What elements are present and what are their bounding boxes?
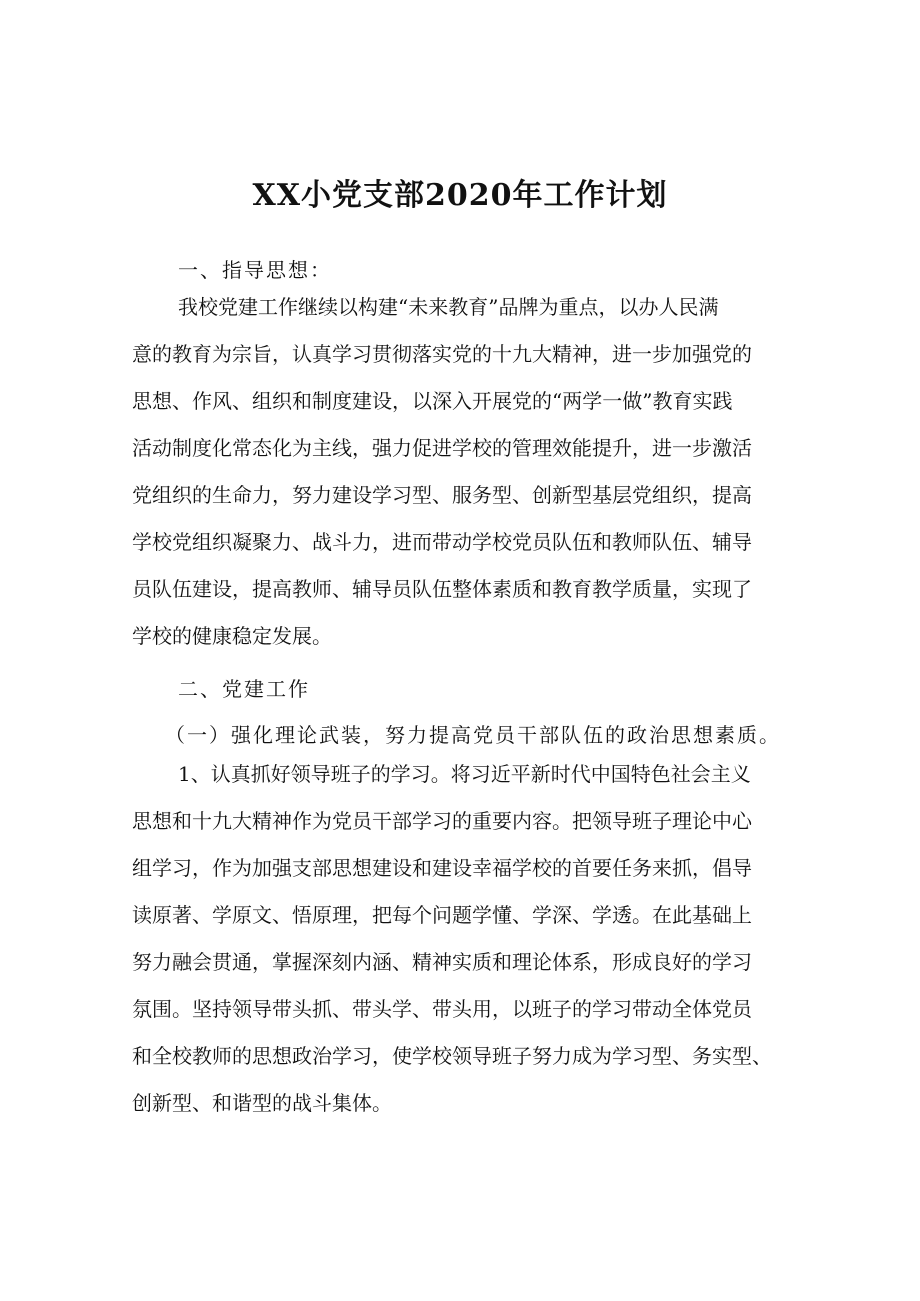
item-1-body bbox=[132, 751, 796, 1127]
paragraph-line: 读原著、学原文、悟原理，把每个问题学懂、学深、学透。在此基础上 bbox=[132, 903, 752, 927]
paragraph-line: 活动制度化常态化为主线，强力促进学校的管理效能提升，进一步激活 bbox=[132, 436, 752, 460]
paragraph-line: 党组织的生命力，努力建设学习型、服务型、创新型基层党组织，提高 bbox=[132, 483, 752, 507]
paragraph-line: 组学习，作为加强支部思想建设和建设幸福学校的首要任务来抓，倡导 bbox=[132, 856, 752, 880]
paragraph-line: 学校党组织凝聚力、战斗力，进而带动学校党员队伍和教师队伍、辅导 bbox=[132, 530, 752, 554]
paragraph-line: 意的教育为宗旨，认真学习贯彻落实党的十九大精神，进一步加强党的 bbox=[132, 342, 752, 366]
paragraph-line: 1、认真抓好领导班子的学习。将习近平新时代中国特色社会主义 bbox=[178, 762, 751, 786]
paragraph-line: 和全校教师的思想政治学习，使学校领导班子努力成为学习型、务实型、 bbox=[132, 1044, 772, 1068]
paragraph-line: 创新型、和谐型的战斗集体。 bbox=[132, 1091, 392, 1115]
paragraph-line: 员队伍建设，提高教师、辅导员队伍整体素质和教育教学质量，实现了 bbox=[132, 577, 752, 601]
paragraph-line: 努力融会贯通，掌握深刻内涵、精神实质和理论体系，形成良好的学习 bbox=[132, 950, 752, 974]
paragraph-line: 我校党建工作继续以构建“未来教育”品牌为重点，以办人民满 bbox=[178, 295, 719, 319]
section-heading-party-building: 二、党建工作 bbox=[178, 677, 310, 701]
paragraph-line: 思想、作风、组织和制度建设，以深入开展党的“两学一做”教育实践 bbox=[132, 389, 733, 413]
subsection-heading-theory: （一）强化理论武装，努力提高党员干部队伍的政治思想素质。 bbox=[165, 723, 781, 747]
section-heading-guiding-ideology: 一、指导思想： bbox=[178, 258, 332, 282]
paragraph-line: 氛围。坚持领导带头抓、带头学、带头用，以班子的学习带动全体党员 bbox=[132, 997, 752, 1021]
section-guiding-ideology-body bbox=[132, 284, 796, 660]
paragraph-line: 学校的健康稳定发展。 bbox=[132, 624, 332, 648]
document-title: XX小党支部2020年工作计划 bbox=[252, 178, 668, 213]
paragraph-line: 思想和十九大精神作为党员干部学习的重要内容。把领导班子理论中心 bbox=[132, 809, 752, 833]
